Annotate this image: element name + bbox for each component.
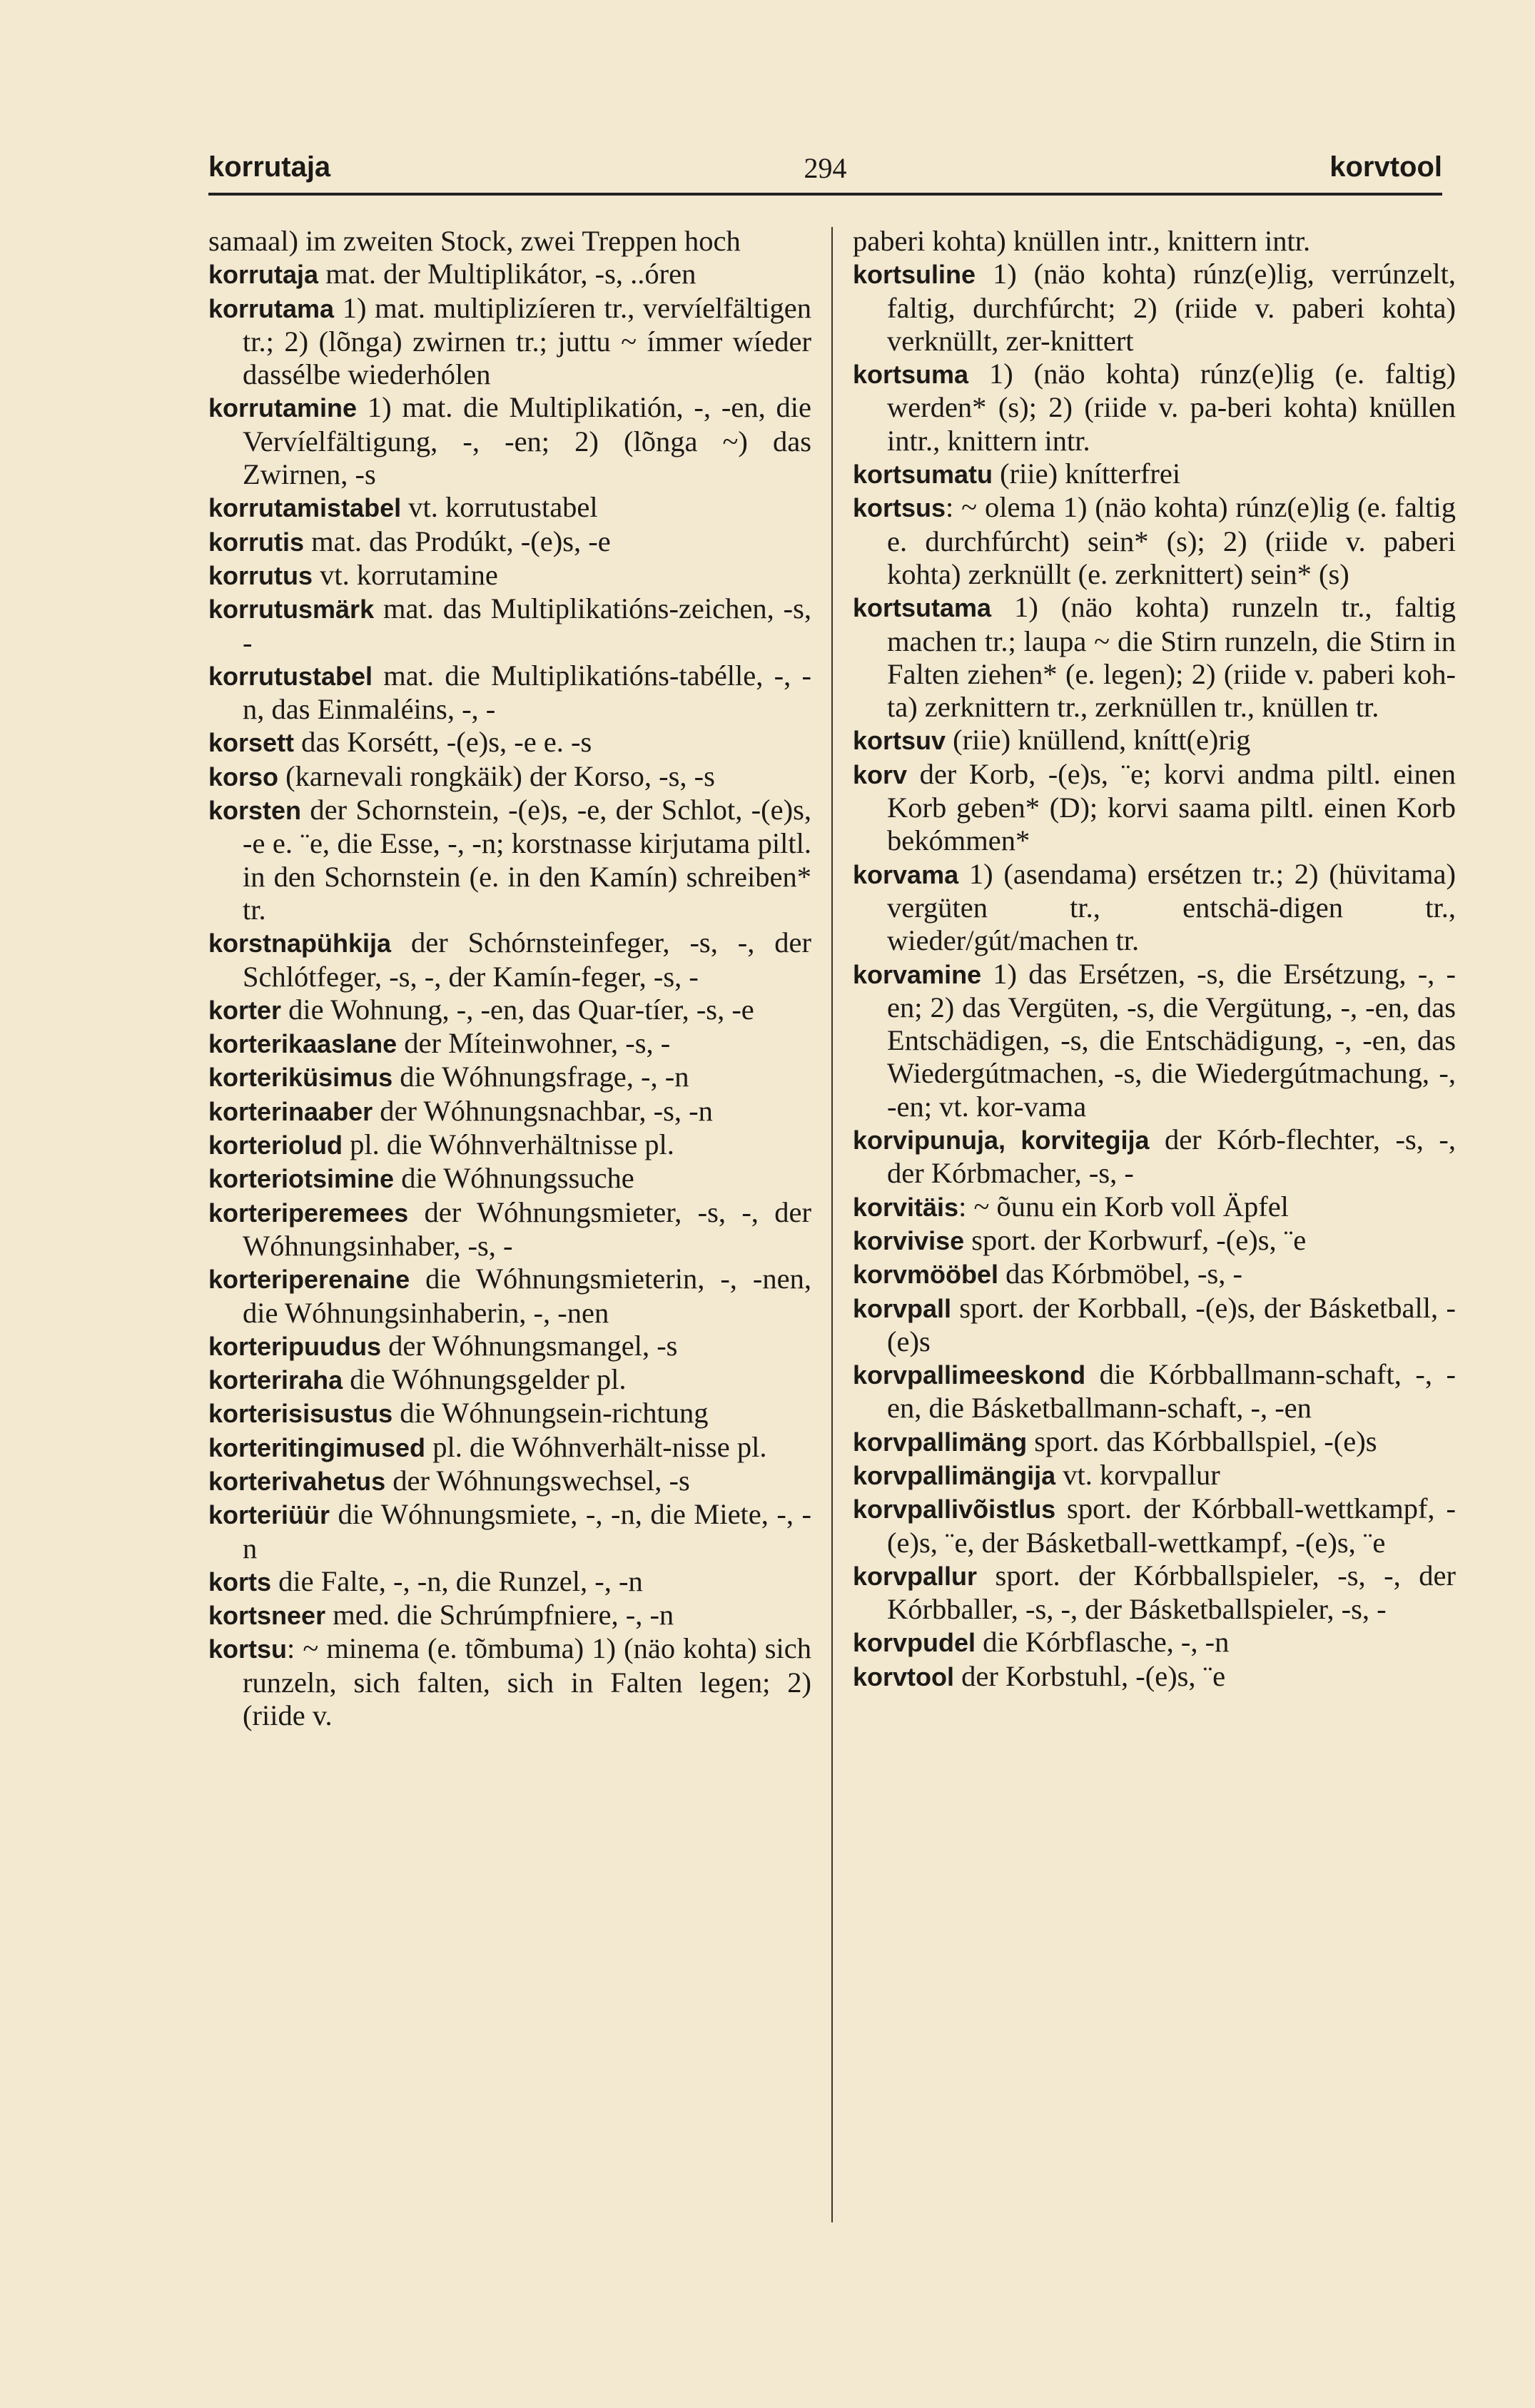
entry-definition: der Wóhnungswechsel, -s: [385, 1464, 690, 1497]
header-left-guideword: korrutaja: [208, 151, 331, 183]
dictionary-entry: [208, 1128, 811, 1162]
entry-headword: korteriraha: [208, 1365, 343, 1395]
entry-definition: : ~ õunu ein Korb voll Äpfel: [958, 1190, 1289, 1223]
dictionary-entry: [208, 726, 811, 759]
dictionary-entry: paberi kohta) knüllen intr., knittern intr.: [853, 225, 1311, 257]
entry-definition: 1) mat. multiplizíeren tr., vervíelfältigen tr.; 2) (lõnga) zwirnen tr.; juttu ~ ímmer wíeder dassélbe wiederhólen: [243, 291, 811, 391]
entry-definition: mat. das Multiplikatións-zeichen, -s, -: [243, 592, 811, 659]
header-right-guideword: korvtool: [1329, 151, 1442, 183]
entry-headword: korvpall: [853, 1293, 952, 1323]
entry-headword: korrutustabel: [208, 661, 373, 691]
entry-headword: korterisisustus: [208, 1399, 393, 1429]
dictionary-entry: [853, 1559, 1456, 1627]
entry-headword: korsten: [208, 796, 302, 826]
entry-headword: korvpallivõistlus: [853, 1494, 1056, 1524]
entry-definition: : ~ olema 1) (näo kohta) rúnz(e)lig (e. faltig e. durchfúrcht) sein* (s); 2) (riide v. paberi kohta) zerknüllt (e. zerknittert) sein* (s): [887, 491, 1456, 590]
entry-definition: der Korb, -(e)s, ¨e; korvi andma piltl. einen Korb geben* (D); korvi saama piltl. einen Korb bekómmen*: [887, 757, 1456, 857]
entry-definition: mat. der Multiplikátor, -s, ..óren: [318, 258, 696, 290]
entry-headword: korvitäis: [853, 1192, 959, 1222]
entry-definition: die Wóhnungsmiete, -, -n, die Miete, -, -n: [243, 1498, 811, 1564]
entry-headword: korterivahetus: [208, 1466, 386, 1496]
entry-definition: 1) (näo kohta) runzeln tr., faltig machen tr.; laupa ~ die Stirn runzeln, die Stirn in Falten ziehen* (e. legen); 2) (riide v. paberi koh-ta) zerknittern tr., zerknüllen tr., knüllen tr.: [887, 591, 1456, 724]
entry-headword: kortsneer: [208, 1601, 326, 1631]
entry-definition: die Wóhnungssuche: [394, 1162, 634, 1195]
dictionary-entry: [853, 591, 1456, 724]
entry-definition: die Wóhnungsmieterin, -, -nen, die Wóhnungsinhaberin, -, -nen: [243, 1263, 811, 1329]
dictionary-entry: [853, 1190, 1456, 1224]
entry-headword: korrutusmärk: [208, 595, 375, 624]
dictionary-entry: [208, 760, 811, 794]
entry-headword: korvpallur: [853, 1561, 978, 1591]
entry-headword: korteriperenaine: [208, 1265, 410, 1295]
dictionary-entry: [208, 292, 811, 392]
left-column: [208, 225, 811, 2251]
entry-headword: kortsuline: [853, 260, 976, 290]
entry-headword: korvivise: [853, 1225, 965, 1255]
entry-definition: die Wóhnungsgelder pl.: [343, 1363, 627, 1396]
dictionary-entry: [853, 1626, 1456, 1659]
entry-headword: korteriüür: [208, 1500, 330, 1530]
entry-headword: kortsutama: [853, 593, 992, 623]
entry-headword: korstnapühkija: [208, 929, 392, 958]
dictionary-entry: [853, 491, 1456, 591]
entry-headword: kortsuv: [853, 726, 946, 756]
dictionary-entry: [853, 1292, 1456, 1359]
entry-headword: korteriperemees: [208, 1198, 409, 1228]
entry-definition: der Korbstuhl, -(e)s, ¨e: [954, 1659, 1226, 1692]
entry-definition: die Wohnung, -, -en, das Quar-tíer, -s, -e: [281, 993, 754, 1026]
dictionary-entry: [853, 1459, 1456, 1492]
dictionary-entry: [208, 1431, 811, 1464]
dictionary-entry: [208, 1363, 811, 1397]
dictionary-entry: samaal) im zweiten Stock, zwei Treppen hoch: [208, 225, 741, 257]
dictionary-entry: [208, 1330, 811, 1363]
entry-definition: (riie) knüllend, knítt(e)rig: [946, 724, 1251, 757]
entry-headword: korvpallimeeskond: [853, 1360, 1086, 1390]
entry-definition: vt. korrutamine: [313, 558, 498, 591]
entry-definition: pl. die Wóhnverhält-nisse pl.: [425, 1430, 767, 1463]
entry-headword: korrutamistabel: [208, 493, 402, 523]
entry-definition: der Kórb-flechter, -s, -, der Kórbmacher, -s, -: [887, 1123, 1456, 1190]
dictionary-entry: [208, 559, 811, 592]
entry-definition: die Falte, -, -n, die Runzel, -, -n: [271, 1564, 643, 1597]
entry-definition: (karnevali rongkäik) der Korso, -s, -s: [278, 759, 715, 792]
dictionary-entry: [208, 525, 811, 559]
entry-definition: die Wóhnungsfrage, -, -n: [392, 1061, 689, 1093]
entry-headword: korrutama: [208, 293, 335, 323]
entry-headword: korteritingimused: [208, 1432, 426, 1462]
dictionary-entry: [208, 1162, 811, 1195]
entry-headword: korrutis: [208, 527, 305, 557]
entry-definition: 1) das Ersétzen, -s, die Ersétzung, -, -en; 2) das Vergüten, -s, die Vergütung, -, -en, das Entschädigen, -s, die Entschädigung, -, -en, das Wiedergútmachen, -s, die Wiedergútmachung, -, -en; vt. kor-vama: [887, 957, 1456, 1123]
entry-definition: med. die Schrúmpfniere, -, -n: [325, 1599, 674, 1632]
dictionary-entry: [208, 926, 811, 993]
column-divider: [831, 227, 833, 2222]
dictionary-entry: [208, 391, 811, 491]
dictionary-entry: [208, 1027, 811, 1061]
dictionary-entry: [208, 659, 811, 727]
entry-headword: korvpallimängija: [853, 1460, 1056, 1490]
entry-headword: korterikaaslane: [208, 1029, 397, 1059]
entry-headword: korvtool: [853, 1661, 955, 1691]
entry-headword: korteriotsimine: [208, 1164, 395, 1194]
entry-definition: die Kórbballmann-schaft, -, -en, die Básketballmann-schaft, -, -en: [887, 1358, 1456, 1425]
right-column: [853, 225, 1456, 2251]
entry-definition: die Kórbflasche, -, -n: [976, 1626, 1230, 1659]
entry-definition: mat. das Prodúkt, -(e)s, -e: [304, 525, 611, 557]
dictionary-entry: [208, 1263, 811, 1330]
dictionary-entry: [853, 1358, 1456, 1425]
entry-definition: vt. korrutustabel: [401, 491, 598, 524]
page-number: 294: [804, 152, 847, 184]
dictionary-entry: [208, 993, 811, 1027]
dictionary-entry: [853, 958, 1456, 1123]
dictionary-entry: [208, 258, 811, 291]
dictionary-entry: [208, 794, 811, 926]
dictionary-entry: [208, 1196, 811, 1263]
entry-headword: korrutus: [208, 560, 313, 590]
dictionary-entry: [853, 724, 1456, 757]
entry-headword: kortsumatu: [853, 460, 993, 490]
entry-headword: korvpallimäng: [853, 1427, 1028, 1457]
dictionary-entry: [853, 258, 1456, 358]
entry-headword: kortsus: [853, 493, 946, 523]
entry-definition: der Schornstein, -(e)s, -e, der Schlot, -(e)s, -e e. ¨e, die Esse, -, -n; korstnasse kirjutama piltl. in den Schornstein (e. in den Kamín) schreiben* tr.: [243, 794, 811, 926]
entry-headword: korsett: [208, 728, 295, 758]
entry-definition: der Schórnsteinfeger, -s, -, der Schlótfeger, -s, -, der Kamín-feger, -s, -: [243, 926, 811, 993]
entry-definition: der Wóhnungsmieter, -s, -, der Wóhnungsinhaber, -s, -: [243, 1195, 811, 1262]
entry-headword: kortsuma: [853, 360, 969, 390]
entry-definition: der Wóhnungsmangel, -s: [381, 1329, 678, 1362]
entry-definition: sport. der Korbball, -(e)s, der Básketball, -(e)s: [887, 1291, 1456, 1357]
entry-headword: korrutaja: [208, 260, 319, 290]
entry-headword: korts: [208, 1567, 272, 1597]
entry-definition: der Míteinwohner, -s, -: [397, 1027, 671, 1060]
entry-headword: korso: [208, 762, 279, 791]
entry-definition: sport. der Korbwurf, -(e)s, ¨e: [964, 1223, 1307, 1256]
entry-definition: : ~ minema (e. tõmbuma) 1) (näo kohta) sich runzeln, sich falten, sich in Falten legen; 2) (riide v.: [243, 1632, 811, 1732]
entry-definition: das Kórbmöbel, -s, -: [998, 1258, 1242, 1290]
entry-definition: 1) (asendama) ersétzen tr.; 2) (hüvitama) vergüten tr., entschä-digen tr., wieder/gút/machen tr.: [887, 857, 1456, 957]
entry-definition: 1) (näo kohta) rúnz(e)lig (e. faltig) werden* (s); 2) (riide v. pa-beri kohta) knüllen intr., knittern intr.: [887, 358, 1456, 457]
dictionary-entry: [853, 457, 1456, 491]
entry-headword: korterinaaber: [208, 1096, 373, 1126]
dictionary-entry: [853, 358, 1456, 457]
dictionary-entry: [853, 1660, 1456, 1694]
entry-definition: das Korsétt, -(e)s, -e e. -s: [294, 726, 592, 759]
entry-definition: sport. der Kórbball-wettkampf, -(e)s, ¨e, der Básketball-wettkampf, -(e)s, ¨e: [887, 1492, 1456, 1559]
dictionary-entry: [208, 1397, 811, 1430]
dictionary-entry: [853, 858, 1456, 958]
entry-headword: korter: [208, 995, 282, 1025]
page-header: [208, 144, 1442, 194]
entry-definition: sport. das Kórbballspiel, -(e)s: [1027, 1425, 1377, 1457]
entry-headword: korvpudel: [853, 1628, 976, 1658]
entry-definition: vt. korvpallur: [1055, 1458, 1220, 1491]
entry-definition: 1) (näo kohta) rúnz(e)lig, verrúnzelt, faltig, durchfúrcht; 2) (riide v. paberi kohta) verknüllt, zer-knittert: [887, 258, 1456, 357]
entry-headword: kortsu: [208, 1634, 288, 1664]
entry-definition: mat. die Multiplikatións-tabélle, -, -n, das Einmaléins, -, -: [243, 659, 811, 726]
dictionary-entry: [208, 1095, 811, 1128]
entry-definition: pl. die Wóhnverhältnisse pl.: [343, 1128, 674, 1161]
dictionary-entry: [853, 758, 1456, 858]
entry-headword: korteriküsimus: [208, 1063, 393, 1093]
header-rule: [208, 193, 1442, 196]
entry-headword: korvamine: [853, 959, 982, 989]
entry-headword: korvipunuja, korvitegija: [853, 1125, 1150, 1155]
entry-headword: korvama: [853, 859, 959, 889]
entry-headword: korv: [853, 759, 908, 789]
dictionary-entry: [853, 1258, 1456, 1291]
dictionary-entry: [208, 1464, 811, 1498]
dictionary-entry: [853, 1425, 1456, 1459]
dictionary-entry: [208, 491, 811, 525]
dictionary-entry: [853, 1123, 1456, 1190]
dictionary-entry: [853, 1492, 1456, 1559]
entry-headword: korvmööbel: [853, 1260, 999, 1290]
entry-definition: sport. der Kórbballspieler, -s, -, der Kórbballer, -s, -, der Básketballspieler, -s, -: [887, 1559, 1456, 1626]
dictionary-entry: [853, 1224, 1456, 1258]
entry-headword: korteriolud: [208, 1130, 343, 1160]
entry-definition: 1) mat. die Multiplikatión, -, -en, die Vervíelfältigung, -, -en; 2) (lõnga ~) das Zwirnen, -s: [243, 391, 811, 491]
dictionary-entry: [208, 1632, 811, 1732]
dictionary-entry: [208, 1061, 811, 1094]
entry-definition: (riie) knítterfrei: [993, 457, 1181, 490]
dictionary-entry: [208, 1498, 811, 1565]
dictionary-entry: [208, 1565, 811, 1599]
entry-headword: korteripuudus: [208, 1331, 382, 1361]
entry-definition: die Wóhnungsein-richtung: [392, 1397, 709, 1430]
entry-definition: der Wóhnungsnachbar, -s, -n: [373, 1094, 713, 1127]
dictionary-entry: [208, 592, 811, 659]
dictionary-entry: [208, 1599, 811, 1632]
entry-headword: korrutamine: [208, 393, 358, 423]
